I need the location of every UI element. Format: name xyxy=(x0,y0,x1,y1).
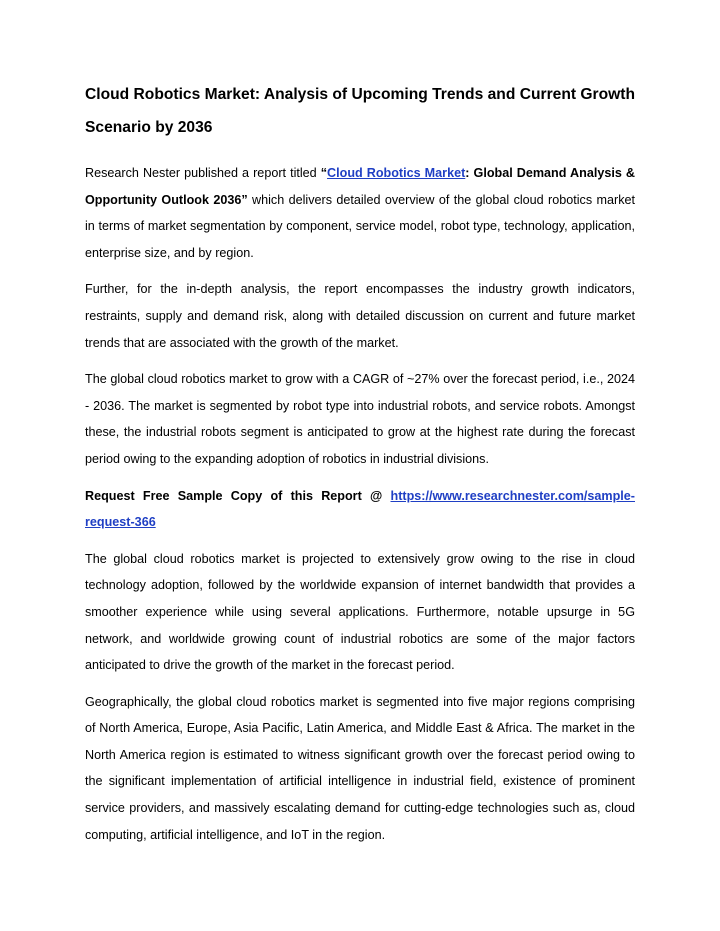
request-sample-paragraph xyxy=(85,483,635,536)
document-title: Cloud Robotics Market: Analysis of Upcoming Trends and Current Growth Scenario by 2036 xyxy=(85,86,635,136)
document-page xyxy=(85,78,635,858)
quote-open: “ xyxy=(320,166,328,180)
intro-text-post: which delivers detailed overview of the global cloud robotics market in terms of market segmentation by component, service model, robot type, technology, application, enterprise size, and by region. xyxy=(85,192,635,260)
regional-paragraph: Geographically, the global cloud robotics market is segmented into five major regions comprising of North America, Europe, Asia Pacific, Latin America, and Middle East & Africa. The market in the North America region is estimated to witness significant growth over the forecast period owing to the significant implementation of artificial intelligence in industrial field, existence of prominent service providers, and massively escalating demand for cutting-edge technologies such as, cloud computing, artificial intelligence, and IoT in the region. xyxy=(85,694,635,842)
intro-text: Research Nester published a report titled xyxy=(85,166,321,180)
report-title-rest: : Global Demand Analysis & Opportunity Outlook 2036” xyxy=(85,166,635,207)
cagr-paragraph: The global cloud robotics market to grow with a CAGR of ~27% over the forecast period, i.e., 2024 - 2036. The market is segmented by robot type into industrial robots, and service robots. Amongst these, the industrial robots segment is anticipated to grow at the highest rate during the forecast period owing to the expanding adoption of robotics in industrial divisions. xyxy=(85,372,635,466)
sample-request-link[interactable]: https://www.researchnester.com/sample-request-366 xyxy=(85,488,635,530)
cloud-robotics-market-link[interactable]: Cloud Robotics Market xyxy=(327,166,466,180)
analysis-paragraph: Further, for the in-depth analysis, the report encompasses the industry growth indicators, restraints, supply and demand risk, along with detailed discussion on current and future market trends that are associated with the growth of the market. xyxy=(85,282,635,350)
intro-paragraph xyxy=(85,160,635,266)
growth-drivers-paragraph: The global cloud robotics market is projected to extensively grow owing to the rise in cloud technology adoption, followed by the worldwide expansion of internet bandwidth that provides a smoother experience while using several applications. Furthermore, notable upsurge in 5G network, and worldwide growing count of industrial robotics are some of the major factors anticipated to drive the growth of the market in the forecast period. xyxy=(85,551,635,673)
request-sample-label: Request Free Sample Copy of this Report @ xyxy=(85,488,391,503)
